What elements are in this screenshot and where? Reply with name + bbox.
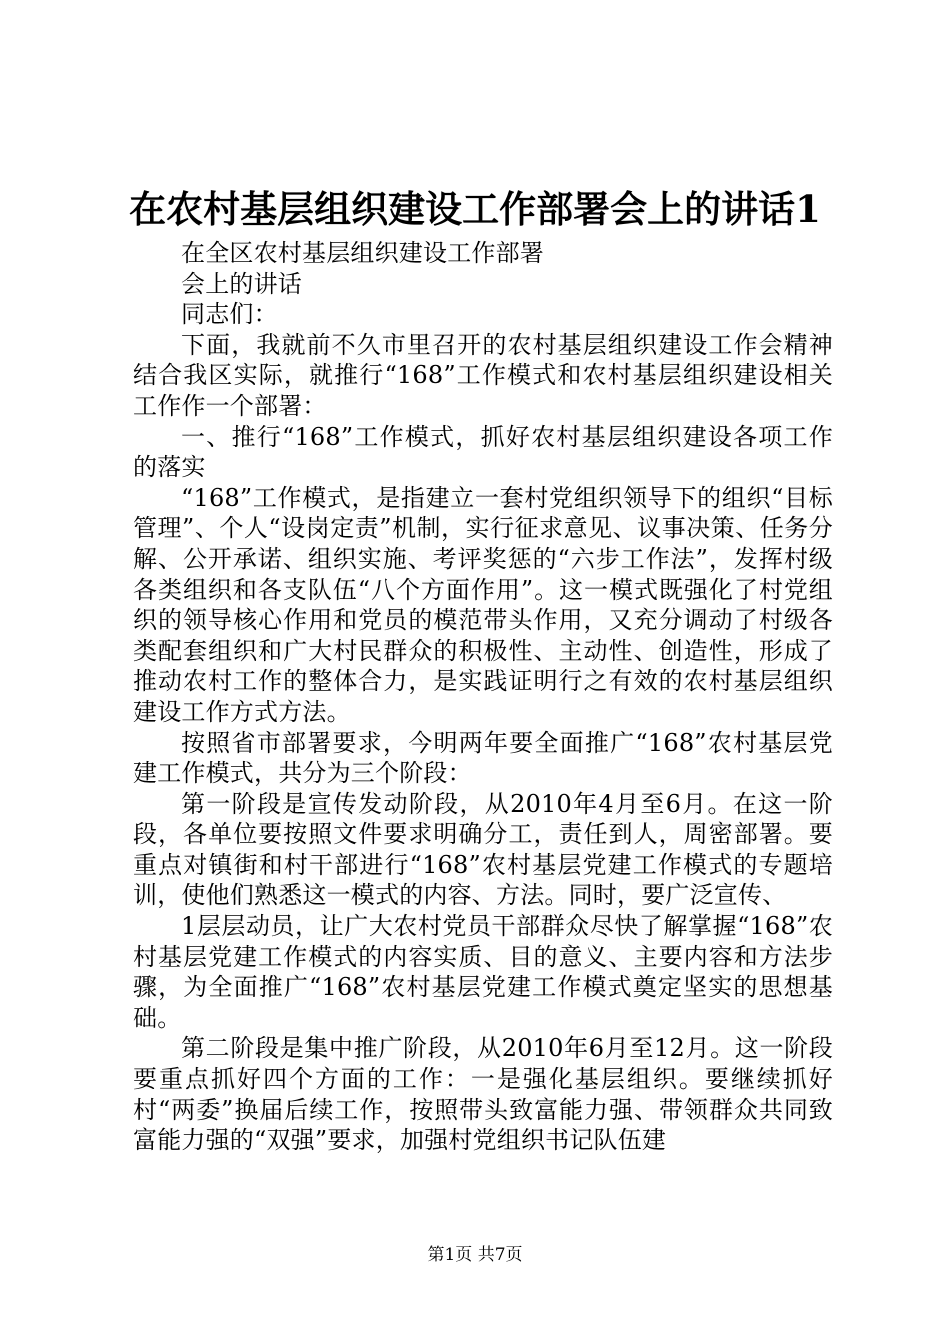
page-title: 在农村基层组织建设工作部署会上的讲话1 bbox=[129, 187, 821, 231]
page-footer: 第1页 共7页 bbox=[427, 1245, 523, 1265]
paragraph-intro: 下面，我就前不久市里召开的农村基层组织建设工作会精神结合我区实际，就推行“168”工作模式和农村基层组织建设相关工作作一个部署： bbox=[133, 330, 833, 420]
paragraph-stage-two: 第二阶段是集中推广阶段，从2010年6月至12月。这一阶段要重点抓好四个方面的工作：一是强化基层组织。要继续抓好村“两委”换届后续工作，按照带头致富能力强、带领群众共同致富能力强的“双强”要求，加强村党组织书记队伍建 bbox=[133, 1034, 833, 1155]
paragraph-stage-one-continued: 1层层动员，让广大农村党员干部群众尽快了解掌握“168”农村基层党建工作模式的内容实质、目的意义、主要内容和方法步骤，为全面推广“168”农村基层党建工作模式奠定坚实的思想基础。 bbox=[133, 912, 833, 1032]
document-body bbox=[133, 238, 833, 1156]
paragraph-model-description: “168”工作模式，是指建立一套村党组织领导下的组织“目标管理”、个人“设岗定责”机制，实行征求意见、议事决策、任务分解、公开承诺、组织实施、考评奖惩的“六步工作法”，发挥村级各类组织和各支队伍“八个方面作用”。这一模式既强化了村党组织的领导核心作用和党员的模范带头作用，又充分调动了村级各类配套组织和广大村民群众的积极性、主动性、创造性，形成了推动农村工作的整体合力，是实践证明行之有效的农村基层组织建设工作方式方法。 bbox=[133, 483, 833, 726]
paragraph-section-heading: 一、推行“168”工作模式，抓好农村基层组织建设各项工作的落实 bbox=[133, 422, 833, 482]
paragraph-salutation: 同志们： bbox=[181, 300, 278, 329]
paragraph-stage-one: 第一阶段是宣传发动阶段，从2010年4月至6月。在这一阶段，各单位要按照文件要求明确分工，责任到人，周密部署。要重点对镇街和村干部进行“168”农村基层党建工作模式的专题培训，使他们熟悉这一模式的内容、方法。同时，要广泛宣传、 bbox=[133, 789, 833, 910]
paragraph-stages-overview: 按照省市部署要求，今明两年要全面推广“168”农村基层党建工作模式，共分为三个阶段： bbox=[133, 728, 833, 788]
paragraph-subtitle-2: 会上的讲话 bbox=[181, 269, 302, 298]
paragraph-subtitle-1: 在全区农村基层组织建设工作部署 bbox=[181, 239, 544, 267]
